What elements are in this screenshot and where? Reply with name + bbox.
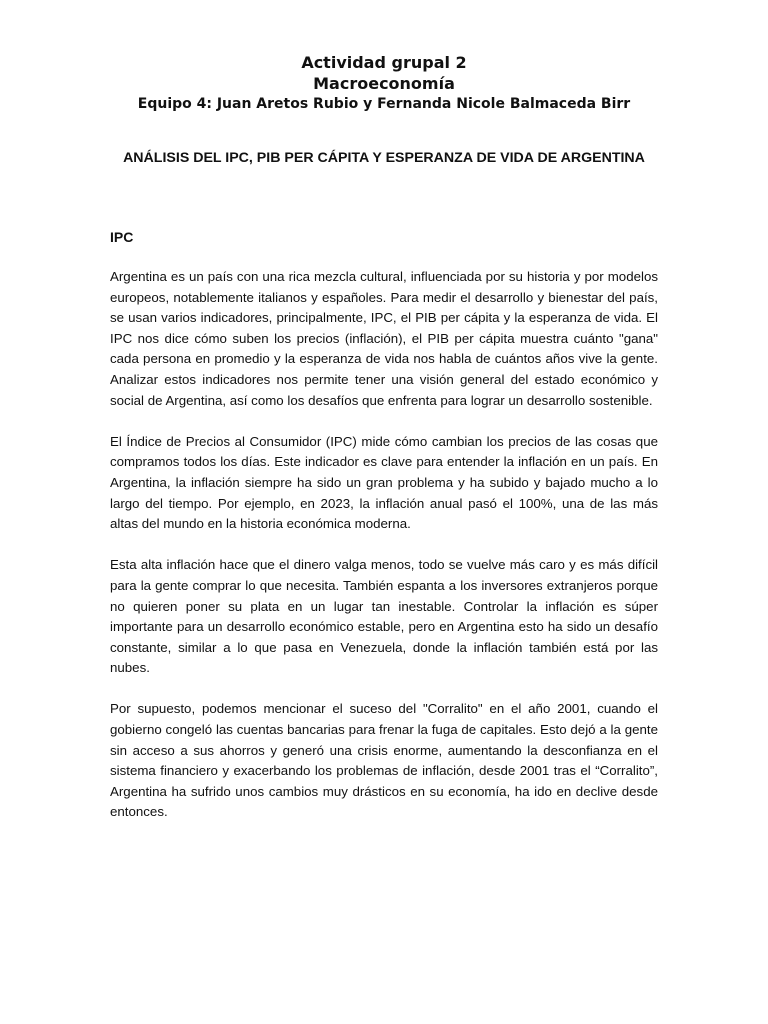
paragraph: Por supuesto, podemos mencionar el suceso del "Corralito" en el año 2001, cuando el gobierno congeló las cuentas bancarias para frenar la fuga de capitales. Esto dejó a la gente sin acceso a sus ahorros y generó una crisis enorme, aumentando la desconfianza en el sistema financiero y exacerbando los problemas de inflación, desde 2001 tras el “Corralito”, Argentina ha sufrido unos cambios muy drásticos en su economía, ha ido en declive desde entonces.: [110, 701, 658, 820]
section-heading: IPC: [110, 229, 134, 245]
course-title: Macroeconomía: [313, 74, 455, 93]
activity-title: Actividad grupal 2: [301, 53, 467, 72]
document-subtitle: ANÁLISIS DEL IPC, PIB PER CÁPITA Y ESPERANZA DE VIDA DE ARGENTINA: [123, 150, 645, 166]
team-line: Equipo 4: Juan Aretos Rubio y Fernanda Nicole Balmaceda Birr: [137, 96, 631, 112]
paragraph: El Índice de Precios al Consumidor (IPC) mide cómo cambian los precios de las cosas que compramos todos los días. Este indicador es clave para entender la inflación en un país. En Argentina, la inflación siempre ha sido un gran problema y ha subido y bajado mucho a lo largo del tiempo. Por ejemplo, en 2023, la inflación anual pasó el 100%, una de las más altas del mundo en la historia económica moderna.: [110, 433, 658, 532]
title-block: [110, 52, 658, 115]
paragraph: Argentina es un país con una rica mezcla cultural, influenciada por su historia y por modelos europeos, notablemente italianos y españoles. Para medir el desarrollo y bienestar del país, se usan varios indicadores, principalmente, IPC, el PIB per cápita y la esperanza de vida. El IPC nos dice cómo suben los precios (inflación), el PIB per cápita muestra cuánto "gana" cada persona en promedio y la esperanza de vida nos habla de cuántos años vive la gente. Analizar estos indicadores nos permite tener una visión general del estado económico y social de Argentina, así como los desafíos que enfrenta para lograr un desarrollo sostenible.: [110, 269, 658, 408]
paragraph: Esta alta inflación hace que el dinero valga menos, todo se vuelve más caro y es más difícil para la gente comprar lo que necesita. También espanta a los inversores extranjeros porque no quieren poner su plata en un lugar tan inestable. Controlar la inflación es súper importante para un desarrollo económico estable, pero en Argentina esto ha sido un desafío constante, similar a lo que pasa en Venezuela, donde la inflación también está por las nubes.: [110, 557, 658, 676]
document-body: [110, 267, 658, 844]
